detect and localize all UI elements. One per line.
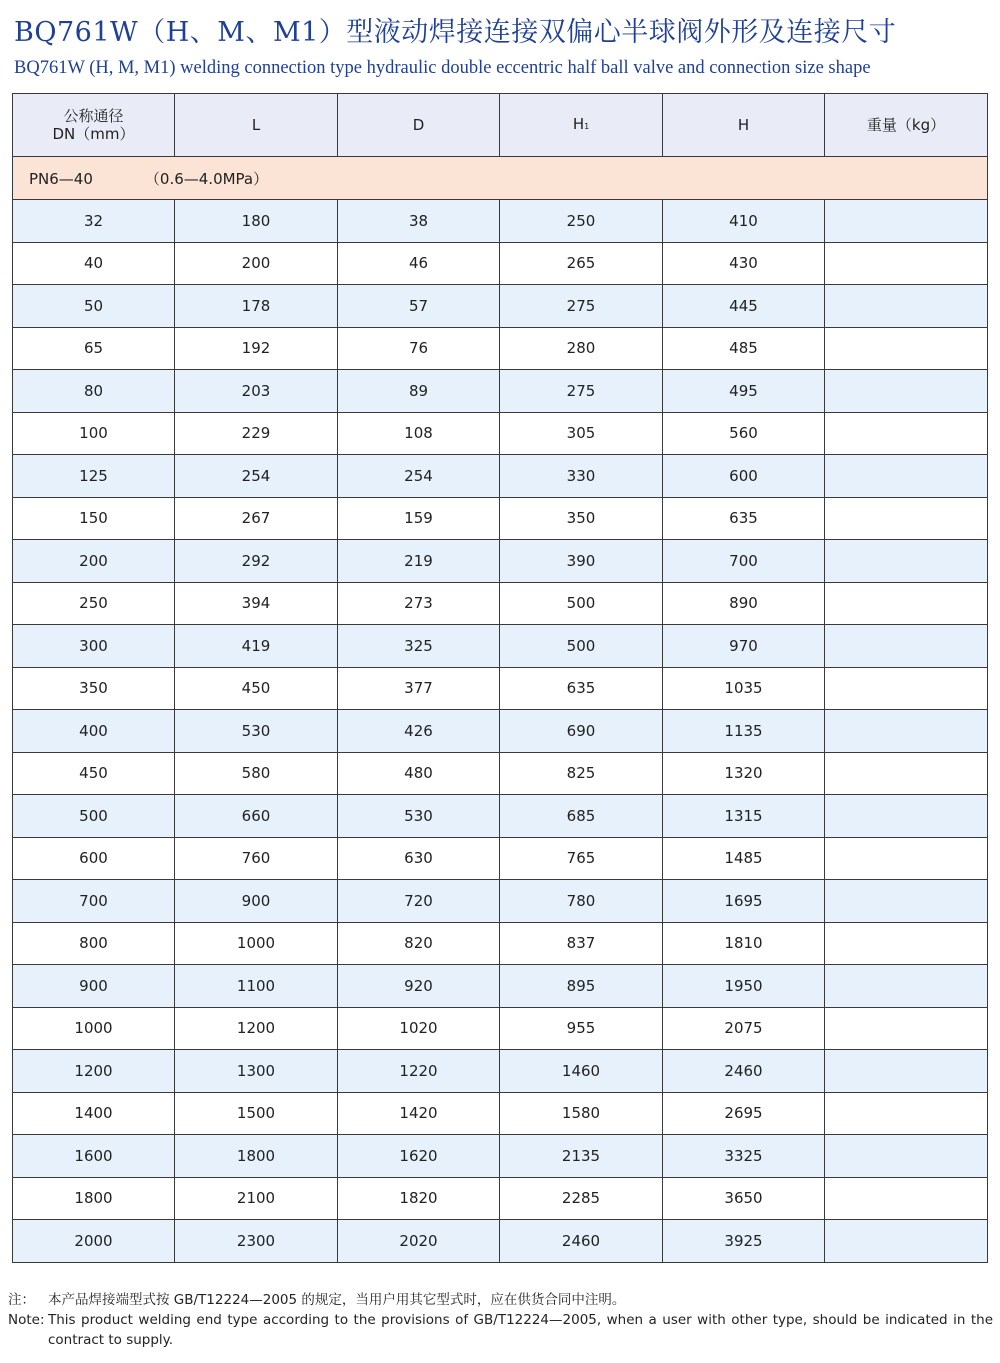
cell-h1: 1580 bbox=[500, 1092, 663, 1135]
dimension-table bbox=[12, 93, 988, 1263]
table-row bbox=[13, 1092, 988, 1135]
cell-l: 267 bbox=[175, 497, 338, 540]
table-row bbox=[13, 497, 988, 540]
cell-h: 495 bbox=[663, 370, 825, 413]
note-zh-label: 注： bbox=[8, 1292, 35, 1308]
cell-d: 273 bbox=[338, 582, 500, 625]
cell-d: 1220 bbox=[338, 1050, 500, 1093]
cell-d: 377 bbox=[338, 667, 500, 710]
cell-weight bbox=[825, 327, 988, 370]
cell-weight bbox=[825, 242, 988, 285]
header-h1-main: H bbox=[572, 114, 585, 133]
cell-dn: 150 bbox=[13, 497, 175, 540]
cell-l: 200 bbox=[175, 242, 338, 285]
cell-weight bbox=[825, 1007, 988, 1050]
pressure-range: （0.6—4.0MPa） bbox=[144, 169, 269, 188]
cell-h: 2075 bbox=[663, 1007, 825, 1050]
cell-d: 325 bbox=[338, 625, 500, 668]
cell-d: 920 bbox=[338, 965, 500, 1008]
cell-h: 1320 bbox=[663, 752, 825, 795]
cell-h: 430 bbox=[663, 242, 825, 285]
cell-h1: 780 bbox=[500, 880, 663, 923]
cell-l: 900 bbox=[175, 880, 338, 923]
cell-l: 229 bbox=[175, 412, 338, 455]
cell-h: 1485 bbox=[663, 837, 825, 880]
cell-d: 720 bbox=[338, 880, 500, 923]
table-row bbox=[13, 1220, 988, 1263]
cell-weight bbox=[825, 795, 988, 838]
table-row bbox=[13, 1177, 988, 1220]
cell-h: 3925 bbox=[663, 1220, 825, 1263]
table-row bbox=[13, 582, 988, 625]
cell-dn: 2000 bbox=[13, 1220, 175, 1263]
cell-weight bbox=[825, 412, 988, 455]
pressure-class-row bbox=[13, 157, 988, 200]
cell-h1: 635 bbox=[500, 667, 663, 710]
cell-l: 2100 bbox=[175, 1177, 338, 1220]
cell-weight bbox=[825, 497, 988, 540]
table-row bbox=[13, 710, 988, 753]
cell-h1: 275 bbox=[500, 285, 663, 328]
cell-dn: 500 bbox=[13, 795, 175, 838]
header-h: H bbox=[663, 94, 825, 157]
table-row bbox=[13, 455, 988, 498]
cell-h1: 390 bbox=[500, 540, 663, 583]
note-chinese bbox=[8, 1290, 993, 1310]
table-row bbox=[13, 795, 988, 838]
header-dn-zh: 公称通径 bbox=[63, 107, 124, 125]
cell-h: 635 bbox=[663, 497, 825, 540]
cell-l: 394 bbox=[175, 582, 338, 625]
cell-d: 38 bbox=[338, 200, 500, 243]
cell-h: 445 bbox=[663, 285, 825, 328]
cell-l: 1100 bbox=[175, 965, 338, 1008]
cell-h: 1695 bbox=[663, 880, 825, 923]
cell-d: 254 bbox=[338, 455, 500, 498]
cell-d: 159 bbox=[338, 497, 500, 540]
header-dn bbox=[13, 94, 175, 157]
cell-weight bbox=[825, 880, 988, 923]
cell-l: 1300 bbox=[175, 1050, 338, 1093]
cell-l: 254 bbox=[175, 455, 338, 498]
cell-weight bbox=[825, 837, 988, 880]
cell-d: 57 bbox=[338, 285, 500, 328]
cell-l: 2300 bbox=[175, 1220, 338, 1263]
cell-h1: 280 bbox=[500, 327, 663, 370]
cell-dn: 250 bbox=[13, 582, 175, 625]
table-row bbox=[13, 625, 988, 668]
cell-dn: 40 bbox=[13, 242, 175, 285]
cell-dn: 1000 bbox=[13, 1007, 175, 1050]
cell-dn: 700 bbox=[13, 880, 175, 923]
cell-d: 2020 bbox=[338, 1220, 500, 1263]
cell-weight bbox=[825, 965, 988, 1008]
cell-l: 660 bbox=[175, 795, 338, 838]
table-row bbox=[13, 1135, 988, 1178]
cell-h: 2460 bbox=[663, 1050, 825, 1093]
pressure-class: PN6—40 bbox=[29, 169, 93, 188]
page-title-chinese: BQ761W（H、M、M1）型液动焊接连接双偏心半球阀外形及连接尺寸 bbox=[14, 17, 897, 48]
cell-dn: 200 bbox=[13, 540, 175, 583]
cell-d: 219 bbox=[338, 540, 500, 583]
cell-weight bbox=[825, 285, 988, 328]
table-row bbox=[13, 540, 988, 583]
table-row bbox=[13, 1050, 988, 1093]
cell-l: 530 bbox=[175, 710, 338, 753]
cell-weight bbox=[825, 582, 988, 625]
cell-h1: 690 bbox=[500, 710, 663, 753]
cell-l: 580 bbox=[175, 752, 338, 795]
cell-d: 530 bbox=[338, 795, 500, 838]
cell-h: 970 bbox=[663, 625, 825, 668]
table-row bbox=[13, 752, 988, 795]
cell-h: 560 bbox=[663, 412, 825, 455]
cell-h: 1950 bbox=[663, 965, 825, 1008]
table-row bbox=[13, 285, 988, 328]
cell-weight bbox=[825, 752, 988, 795]
cell-h1: 2460 bbox=[500, 1220, 663, 1263]
cell-l: 1800 bbox=[175, 1135, 338, 1178]
cell-weight bbox=[825, 1092, 988, 1135]
table-row bbox=[13, 412, 988, 455]
header-h1 bbox=[500, 94, 663, 157]
cell-weight bbox=[825, 922, 988, 965]
cell-l: 450 bbox=[175, 667, 338, 710]
cell-dn: 80 bbox=[13, 370, 175, 413]
table-row bbox=[13, 965, 988, 1008]
header-dn-en: DN（mm） bbox=[52, 125, 135, 143]
cell-h1: 265 bbox=[500, 242, 663, 285]
cell-h: 700 bbox=[663, 540, 825, 583]
cell-h: 3325 bbox=[663, 1135, 825, 1178]
cell-d: 426 bbox=[338, 710, 500, 753]
cell-d: 1620 bbox=[338, 1135, 500, 1178]
cell-l: 419 bbox=[175, 625, 338, 668]
header-weight: 重量（kg） bbox=[825, 94, 988, 157]
table-header-row bbox=[13, 94, 988, 157]
note-en-text: This product welding end type according to the provisions of GB/T12224—2005, when a user with other type, should be indicated in the contract to supply. bbox=[48, 1312, 993, 1348]
cell-dn: 350 bbox=[13, 667, 175, 710]
cell-d: 1820 bbox=[338, 1177, 500, 1220]
cell-h1: 685 bbox=[500, 795, 663, 838]
cell-h1: 305 bbox=[500, 412, 663, 455]
table-row bbox=[13, 200, 988, 243]
cell-d: 108 bbox=[338, 412, 500, 455]
cell-h1: 825 bbox=[500, 752, 663, 795]
cell-dn: 450 bbox=[13, 752, 175, 795]
cell-l: 1200 bbox=[175, 1007, 338, 1050]
table-row bbox=[13, 837, 988, 880]
cell-h: 1810 bbox=[663, 922, 825, 965]
cell-h1: 330 bbox=[500, 455, 663, 498]
header-h1-sub: 1 bbox=[584, 121, 590, 131]
cell-dn: 600 bbox=[13, 837, 175, 880]
cell-dn: 32 bbox=[13, 200, 175, 243]
cell-weight bbox=[825, 540, 988, 583]
cell-weight bbox=[825, 667, 988, 710]
cell-h1: 2285 bbox=[500, 1177, 663, 1220]
cell-weight bbox=[825, 1220, 988, 1263]
cell-dn: 1400 bbox=[13, 1092, 175, 1135]
cell-weight bbox=[825, 1177, 988, 1220]
cell-dn: 1600 bbox=[13, 1135, 175, 1178]
cell-h1: 500 bbox=[500, 625, 663, 668]
notes bbox=[8, 1290, 993, 1350]
cell-dn: 300 bbox=[13, 625, 175, 668]
cell-d: 46 bbox=[338, 242, 500, 285]
table-row bbox=[13, 327, 988, 370]
cell-h: 3650 bbox=[663, 1177, 825, 1220]
cell-h1: 250 bbox=[500, 200, 663, 243]
cell-h: 1315 bbox=[663, 795, 825, 838]
cell-dn: 900 bbox=[13, 965, 175, 1008]
table-row bbox=[13, 1007, 988, 1050]
cell-d: 1420 bbox=[338, 1092, 500, 1135]
cell-h1: 955 bbox=[500, 1007, 663, 1050]
note-en-label: Note: bbox=[8, 1312, 45, 1328]
cell-l: 180 bbox=[175, 200, 338, 243]
cell-h1: 765 bbox=[500, 837, 663, 880]
cell-l: 292 bbox=[175, 540, 338, 583]
cell-l: 1500 bbox=[175, 1092, 338, 1135]
cell-h1: 1460 bbox=[500, 1050, 663, 1093]
cell-d: 76 bbox=[338, 327, 500, 370]
cell-h: 485 bbox=[663, 327, 825, 370]
cell-h: 1035 bbox=[663, 667, 825, 710]
note-zh-text: 本产品焊接端型式按 GB/T12224—2005 的规定，当用户用其它型式时，应在供货合同中注明。 bbox=[48, 1292, 626, 1308]
cell-h1: 837 bbox=[500, 922, 663, 965]
cell-h: 890 bbox=[663, 582, 825, 625]
cell-h: 410 bbox=[663, 200, 825, 243]
table-row bbox=[13, 880, 988, 923]
cell-l: 1000 bbox=[175, 922, 338, 965]
cell-dn: 1800 bbox=[13, 1177, 175, 1220]
cell-l: 178 bbox=[175, 285, 338, 328]
cell-weight bbox=[825, 200, 988, 243]
cell-h: 600 bbox=[663, 455, 825, 498]
cell-dn: 400 bbox=[13, 710, 175, 753]
cell-d: 480 bbox=[338, 752, 500, 795]
cell-weight bbox=[825, 370, 988, 413]
cell-h1: 895 bbox=[500, 965, 663, 1008]
cell-dn: 125 bbox=[13, 455, 175, 498]
cell-weight bbox=[825, 1135, 988, 1178]
table-row bbox=[13, 922, 988, 965]
cell-d: 1020 bbox=[338, 1007, 500, 1050]
cell-h: 1135 bbox=[663, 710, 825, 753]
pressure-class-cell bbox=[13, 157, 988, 200]
cell-l: 203 bbox=[175, 370, 338, 413]
table-row bbox=[13, 667, 988, 710]
cell-l: 760 bbox=[175, 837, 338, 880]
cell-weight bbox=[825, 1050, 988, 1093]
cell-d: 89 bbox=[338, 370, 500, 413]
cell-d: 820 bbox=[338, 922, 500, 965]
cell-h: 2695 bbox=[663, 1092, 825, 1135]
cell-weight bbox=[825, 455, 988, 498]
cell-weight bbox=[825, 710, 988, 753]
header-d: D bbox=[338, 94, 500, 157]
cell-h1: 350 bbox=[500, 497, 663, 540]
cell-h1: 2135 bbox=[500, 1135, 663, 1178]
cell-dn: 50 bbox=[13, 285, 175, 328]
cell-h1: 500 bbox=[500, 582, 663, 625]
cell-dn: 800 bbox=[13, 922, 175, 965]
header-l: L bbox=[175, 94, 338, 157]
cell-weight bbox=[825, 625, 988, 668]
cell-d: 630 bbox=[338, 837, 500, 880]
table-row bbox=[13, 242, 988, 285]
page-title-english: BQ761W (H, M, M1) welding connection type hydraulic double eccentric half ball valve and connection size shape bbox=[14, 58, 871, 78]
note-english bbox=[8, 1310, 993, 1350]
cell-dn: 100 bbox=[13, 412, 175, 455]
cell-dn: 65 bbox=[13, 327, 175, 370]
cell-h1: 275 bbox=[500, 370, 663, 413]
table-row bbox=[13, 370, 988, 413]
cell-l: 192 bbox=[175, 327, 338, 370]
cell-dn: 1200 bbox=[13, 1050, 175, 1093]
